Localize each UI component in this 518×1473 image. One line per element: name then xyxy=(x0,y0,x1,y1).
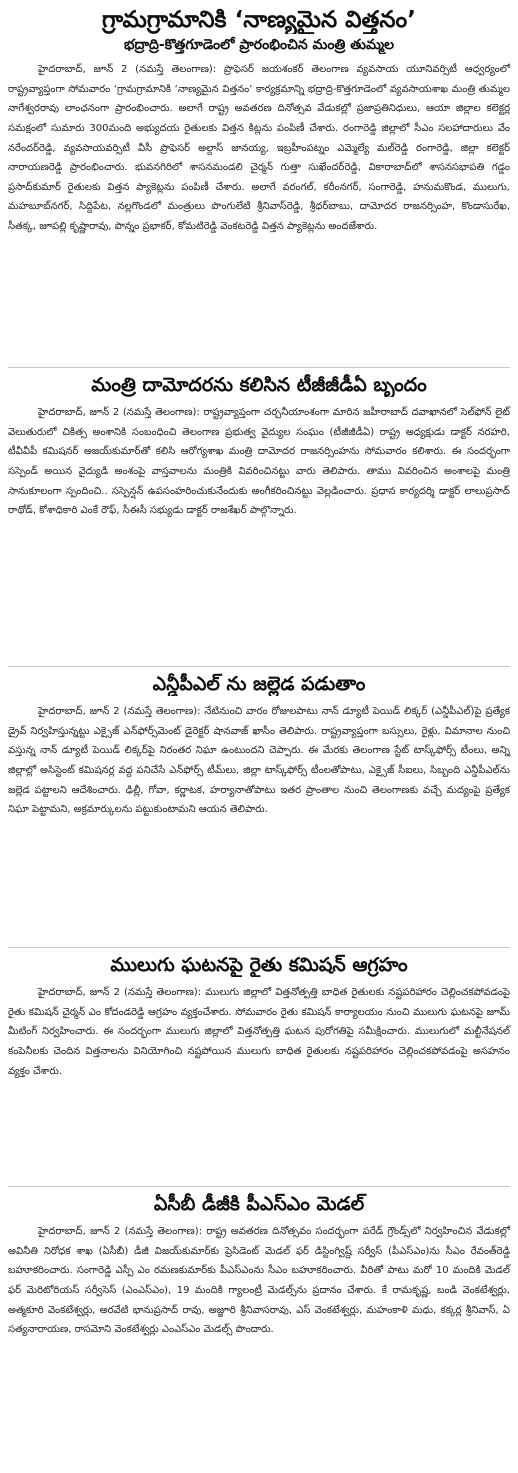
article-body: హైదరాబాద్, జూన్ 2 (నమస్తే తెలంగాణ): ప్రొఫెసర్ జయశంకర్ తెలంగాణ వ్యవసాయ యూనివర్సిటీ ఆధ్వర్యంలో రాష్ట్రవ్యాప్తంగా సోమవారం ‘గ్రామగ్రామానికి ‘నాణ్యమైన విత్తనం’ కార్యక్రమాన్ని భద్రాద్రి-కొత్తగూడెంలో వ్యవసాయశాఖ మంత్రి తుమ్మల నాగేశ్వరరావు లాంఛనంగా ప్రారంభించారు. అలాగే రాష్ట్ర అవతరణ దినోత్సవ వేడుకల్లో ప్రజాప్రతినిధులు, ఆయా జిల్లాల కలెక్టర్ల సమక్షంలో సుమారు 300మంది అభ్యుదయ రైతులకు విత్తన కిట్లను పంపిణీ చేశారు. రంగారెడ్డి జిల్లాలో సీఎం సలహాదారులు వేం నరేందర్‌రెడ్డి, వ్యవసాయవర్సిటీ వీసీ ప్రొఫెసర్ అల్దాస్ జానయ్య, ఇబ్రహీంపట్నం ఎమ్మెల్యే మల్‌రెడ్డి రంగారెడ్డి, జిల్లా కలెక్టర్ నారాయణరెడ్డి ప్రారంభించారు. భువనగిరిలో శాసనమండలి చైర్మన్ గుత్తా సుఖేందర్‌రెడ్డి, వికారాబాద్‌లో శాసనసభాపతి గడ్డం ప్రసాద్‌కుమార్ రైతులకు విత్తన ప్యాకెట్లను పంపిణీ చేశారు. అలాగే వరంగల్, కరీంనగర్, సంగారెడ్డి, హనుమకొండ, ములుగు, మహబూబ్‌నగర్, సిద్దిపేట, నల్లగొండలో మంత్రులు పొంగులేటి శ్రీనివాస్‌రెడ్డి, శ్రీధర్‌బాబు, దామోదర రాజనర్సింహ, కొండాసురేఖ, సీతక్క, జూపల్లి కృష్ణారావు, పొన్నం ప్రభాకర్, కోమటిరెడ్డి వెంకటరెడ్డి విత్తన ప్యాకెట్లను అందజేశారు. xyxy=(8,64,510,232)
article-headline: మంత్రి దామోదరను కలిసిన టీజీజీడీఏ బృందం xyxy=(91,374,427,396)
article-divider xyxy=(8,666,510,667)
article-headline: ఏసీబీ డీజీకి పీఎస్ఎం మెడల్ xyxy=(153,1193,365,1215)
article-body: హైదరాబాద్, జూన్ 2 (నమస్తే తెలంగాణ): రాష్ట్రవ్యాప్తంగా చర్చనీయాంశంగా మారిన జహీరాబాద్ దవాఖానలో సెల్‌ఫోన్ లైట్ వెలుతురులో చికిత్స అంశానికి సంబంధించి తెలంగాణ ప్రభుత్వ వైద్యుల సంఘం (టీజీజీడీఏ) రాష్ట్ర అధ్యక్షుడు డాక్టర్ నరహరి, టీవీవీపీ కమిషనర్ అజయ్‌కుమార్‌తో కలిసి ఆరోగ్యశాఖ మంత్రి దామోదర రాజనర్సింహను సోమవారం కలిశారు. ఈ సందర్భంగా సస్పెండ్ అయిన వైద్యుడి అంశంపై వాస్తవాలను మంత్రికి వివరించినట్టు వారు తెలిపారు. తాము వివరించిన అంశాలపై మంత్రి సానుకూలంగా స్పందించి.. సస్పెన్షన్ ఉపసంహరించుకునేందుకు అంగీకరించినట్టు వెల్లడించారు. ప్రధాన కార్యదర్శి డాక్టర్ లాలుప్రసాద్ రాథోడ్, కోశాధికారి ఎంకే రౌఫ్, సీఈసీ సభ్యుడు డాక్టర్ రాజశేఖర్ పాల్గొన్నారు. xyxy=(8,407,510,517)
article-headline: ములుగు ఘటనపై రైతు కమిషన్ ఆగ్రహం xyxy=(110,954,408,976)
article-farmers-commission xyxy=(8,954,510,1180)
article-ndpl-drive xyxy=(8,673,510,941)
article-seed-distribution xyxy=(8,6,510,361)
article-headline: గ్రామగ్రామానికి ‘నాణ్యమైన విత్తనం’ xyxy=(102,7,416,33)
article-headline: ఎన్డీపీఎల్ ను జల్లెడ పడుతాం xyxy=(152,673,366,695)
article-body: హైదరాబాద్, జూన్ 2 (నమస్తే తెలంగాణ): నేటినుంచి వారం రోజులపాటు నాన్ డ్యూటీ పెయిడ్ లిక్కర్ (ఎన్డీపీఎల్)పై ప్రత్యేక డ్రైవ్ నిర్వహిస్తున్నట్టు ఎక్సైజ్ ఎన్‌ఫోర్స్‌మెంట్ డైరెక్టర్ షానవాజ్ ఖాసీం తెలిపారు. రాష్ట్రవ్యాప్తంగా బస్సులు, రైళ్లు, విమానాల నుంచి వస్తున్న నాన్ డ్యూటీ పెయిడ్ లిక్కర్‌పై నిరంతర నిఘా ఉంటుందని చెప్పారు. ఈ మేరకు తెలంగాణ స్టేట్ టాస్క్‌ఫోర్స్ టీంలు, అన్ని జిల్లాల్లో అసిస్టెంట్ కమిషనర్ల వద్ద పనిచేసే ఎన్‌ఫోర్స్ టీమ్‌లు, జిల్లా టాస్క్‌ఫోర్స్ టీంలతోపాటు, ఎక్సైజ్ సీఐలు, సిబ్బంది ఎన్డీపీఎల్‌ను జల్లెడ పట్టాలని ఆదేశించారు. ఢిల్లీ, గోవా, కర్ణాటక, హర్యానాతోపాటు ఇతర ప్రాంతాల నుంచి తెలంగాణకు వచ్చే మద్యంపై ప్రత్యేక నిఘా పెట్టామని, అక్రమార్కులను పట్టుకుంటామని ఆయన తెలిపారు. xyxy=(8,706,510,816)
article-subheadline: భద్రాద్రి-కొత్తగూడెంలో ప్రారంభించిన మంత్రి తుమ్మల xyxy=(123,37,395,54)
article-divider xyxy=(8,1186,510,1187)
article-divider xyxy=(8,947,510,948)
article-body: హైదరాబాద్, జూన్ 2 (నమస్తే తెలంగాణ): రాష్ట్ర అవతరణ దినోత్సవం సందర్భంగా పరేడ్ గ్రౌండ్స్‌లో నిర్వహించిన వేడుకల్లో అవినీతి నిరోధక శాఖ (ఏసీబీ) డీజీ విజయ్‌కుమార్‌కు ప్రెసిడెంట్ మెడల్ ఫర్ డిస్టింగ్విష్డ్ సర్వీస్ (పీఎస్ఎం)ను సీఎం రేవంత్‌రెడ్డి బహూకరించారు. సంగారెడ్డి ఎస్పీ ఎం రమణకుమార్‌కు పీఎస్ఎంను సీఎం బహూకరించారు. వీరితో పాటు మరో 10 మందికి మెడల్ ఫర్ మెరిటోరియస్ సర్వీసెస్ (ఎంఎస్ఎం), 19 మందికి గ్యాలంట్రీ మెడల్స్‌ను ప్రదానం చేశారు. కే రామకృష్ణ, బండి వెంకటేశ్వర్లు, అత్మకూరి వెంకటేశ్వర్లు, అరవేటి భానుప్రసాద్ రావు, అజ్జూరి శ్రీనివాసరావు, ఎస్ వెంకటేశ్వర్లు, మహంకాళి మధు, కక్కర్ల శ్రీనివాస్, ఏ సత్యనారాయణ, రాసమోని వెంకటేశ్వర్లు ఎంఎస్ఎం మెడల్స్ పొందారు. xyxy=(8,1226,510,1336)
article-tggda-meets-minister xyxy=(8,374,510,660)
article-body: హైదరాబాద్, జూన్ 2 (నమస్తే తెలంగాణ): ములుగు జిల్లాలో విత్తనోత్పత్తి బాధిత రైతులకు నష్టపరిహారం చెల్లించకపోవడంపై రైతు కమిషన్ చైర్మన్ ఎం కోదండరెడ్డి ఆగ్రహం వ్యక్తంచేశారు. సోమవారం రైతు కమిషన్ కార్యాలయం నుంచి ములుగు ఘటనపై జూమ్ మీటింగ్ నిర్వహించారు. ఈ సందర్భంగా ములుగు జిల్లాలో విత్తనోత్పత్తి ఘటన పురోగతిపై సమీక్షించారు. ములుగులో మల్టీనేషనల్ కంపెనీలకు చెందిన విత్తనాలను వినియోగించి నష్టపోయిన ములుగు బాధిత రైతులకు నష్టపరిహారం చెల్లించకపోవడంపై అసహనం వ్యక్తం చేశారు. xyxy=(8,987,510,1077)
article-divider xyxy=(8,367,510,368)
article-acb-dg-medal xyxy=(8,1193,510,1473)
